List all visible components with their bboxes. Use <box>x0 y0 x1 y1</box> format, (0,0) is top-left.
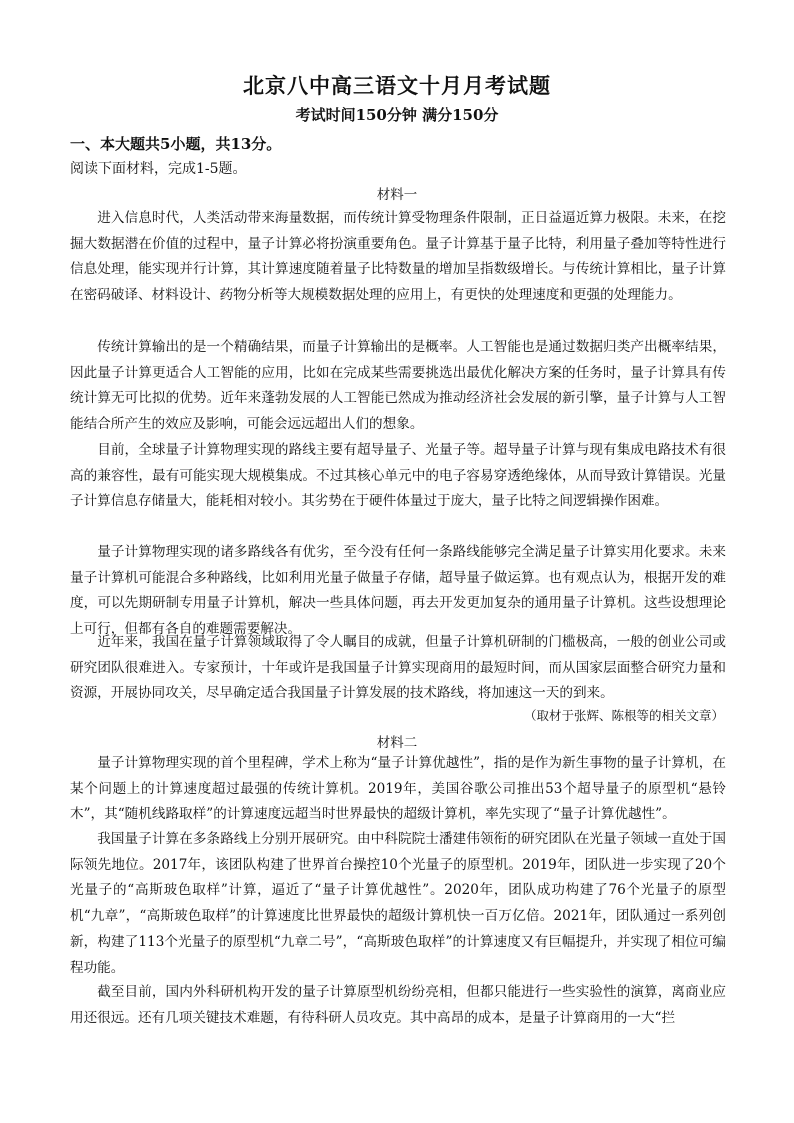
paragraph: 截至目前，国内外科研机构开发的量子计算原型机纷纷亮相，但都只能进行一些实验性的演算，离商业应用还很远。还有几项关键技术难题，有待科研人员攻克。其中高昂的成本，是量子计算商用的一大“拦 <box>70 984 726 1026</box>
paragraph: 近年来，我国在量子计算领域取得了令人瞩目的成就，但量子计算机研制的门槛极高，一般的创业公司或研究团队很难进入。专家预计，十年或许是我国量子计算实现商用的最短时间，而从国家层面整合研究力量和资源，开展协同攻关，尽早确定适合我国量子计算发展的技术路线，将加速这一天的到来。 <box>70 634 726 702</box>
material-label: 材料一 <box>376 187 418 203</box>
page-title: 北京八中高三语文十月月考试题 <box>243 73 551 98</box>
instruction: 阅读下面材料，完成1-5题。 <box>70 161 247 177</box>
exam-info: 考试时间150分钟 满分150分 <box>295 106 499 124</box>
paragraph: 量子计算物理实现的诸多路线各有优劣，至今没有任何一条路线能够完全满足量子计算实用化要求。未来量子计算机可能混合多种路线，比如利用光量子做量子存储，超导量子做运算。也有观点认为，根据开发的难度，可以先期研制专用量子计算机，解决一些具体问题，再去开发更加复杂的通用量子计算机。这些设想理论上可行，但都有各自的难题需要解决。 <box>70 544 726 638</box>
source-note: （取材于张辉、陈根等的相关文章） <box>523 708 724 723</box>
paragraph: 进入信息时代，人类活动带来海量数据，而传统计算受物理条件限制，正日益逼近算力极限。未来，在挖掘大数据潜在价值的过程中，量子计算必将扮演重要角色。量子计算基于量子比特，利用量子叠加等特性进行信息处理，能实现并行计算，其计算速度随着量子比特数量的增加呈指数级增长。与传统计算相比，量子计算在密码破译、材料设计、药物分析等大规模数据处理的应用上，有更快的处理速度和更强的处理能力。 <box>70 210 726 304</box>
section-heading: 一、本大题共5小题，共13分。 <box>70 135 282 153</box>
paragraph: 目前，全球量子计算物理实现的路线主要有超导量子、光量子等。超导量子计算与现有集成电路技术有很高的兼容性，最有可能实现大规模集成。不过其核心单元中的电子容易穿透绝缘体，从而导致计算错误。光量子计算信息存储量大，能耗相对较小。其劣势在于硬件体量过于庞大，量子比特之间逻辑操作困难。 <box>70 442 726 510</box>
paragraph: 量子计算物理实现的首个里程碑，学术上称为“量子计算优越性”，指的是作为新生事物的量子计算机，在某个问题上的计算速度超过最强的传统计算机。2019年，美国谷歌公司推出53个超导量子的原型机“悬铃木”，其“随机线路取样”的计算速度远超当时世界最快的超级计算机，率先实现了“量子计算优越性”。 <box>70 755 726 823</box>
material-label: 材料二 <box>376 735 418 751</box>
paragraph: 我国量子计算在多条路线上分别开展研究。由中科院院士潘建伟领衔的研究团队在光量子领域一直处于国际领先地位。2017年，该团队构建了世界首台操控10个光量子的原型机。2019年，团队进一步实现了20个光量子的“高斯玻色取样”计算，逼近了“量子计算优越性”。2020年，团队成功构建了76个光量子的原型机“九章”，“高斯玻色取样”的计算速度比世界最快的超级计算机快一百万亿倍。2021年，团队通过一系列创新，构建了113个光量子的原型机“九章二号”，“高斯玻色取样”的计算速度又有巨幅提升，并实现了相位可编程功能。 <box>70 831 726 976</box>
paragraph: 传统计算输出的是一个精确结果，而量子计算输出的是概率。人工智能也是通过数据归类产出概率结果，因此量子计算更适合人工智能的应用，比如在完成某些需要挑选出最优化解决方案的任务时，量子计算具有传统计算无可比拟的优势。近年来蓬勃发展的人工智能已然成为推动经济社会发展的新引擎，量子计算与人工智能结合所产生的效应及影响，可能会远远超出人们的想象。 <box>70 339 726 433</box>
